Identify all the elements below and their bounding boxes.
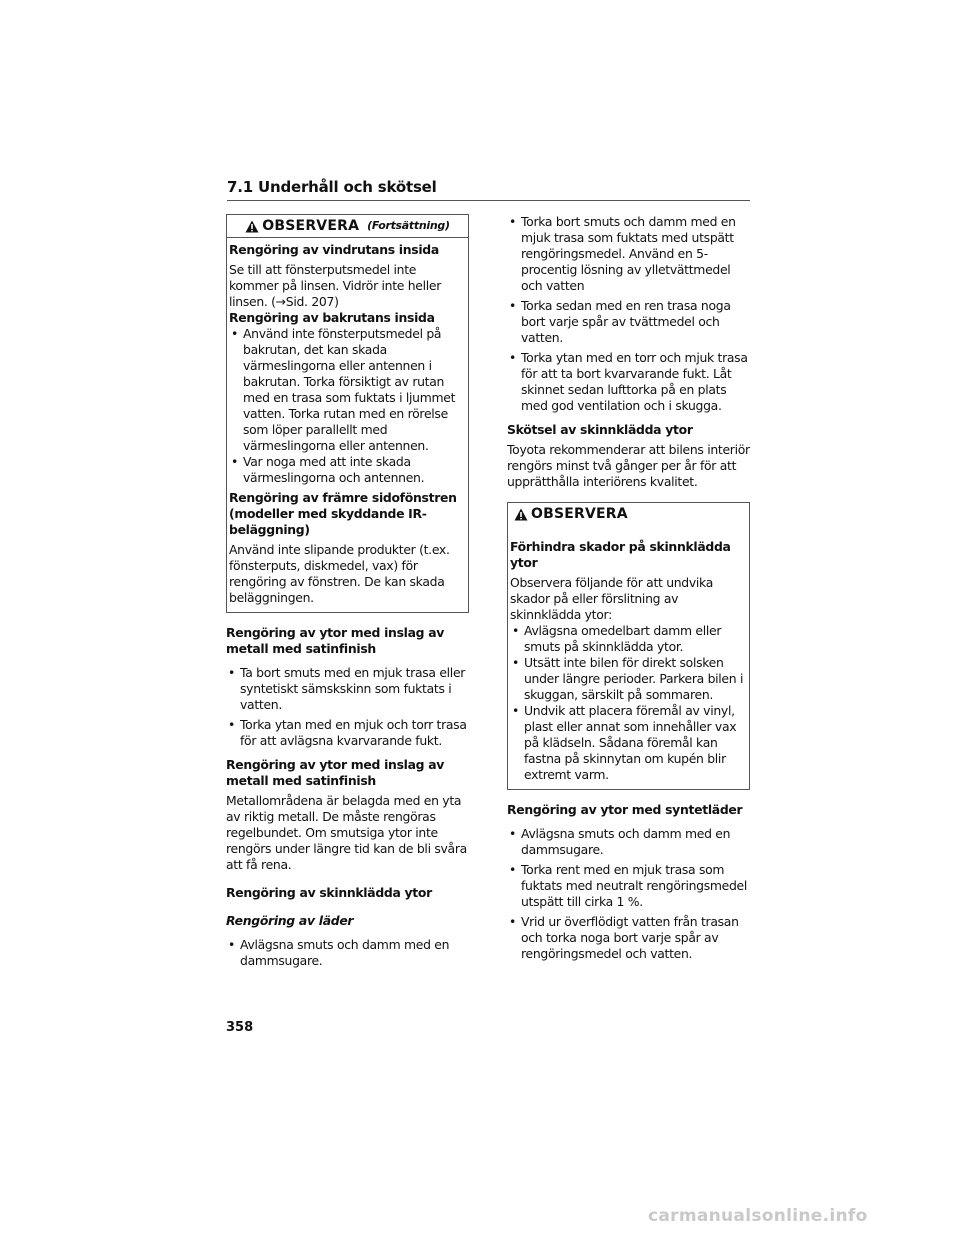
subheading-leather-cleaning: Rengöring av läder bbox=[226, 913, 354, 928]
caution-box bbox=[507, 502, 750, 790]
list-item: • Vrid ur överflödigt vatten från trasan och torka noga bort varje spår av rengöringsmedel och vatten. bbox=[507, 914, 750, 962]
page-number: 358 bbox=[226, 1020, 254, 1035]
heading-satin-metal-2: Rengöring av ytor med inslag av metall med satinfinish bbox=[226, 757, 445, 788]
warning-triangle-icon bbox=[245, 220, 259, 233]
list-item: • Avlägsna smuts och damm med en dammsugare. bbox=[226, 937, 469, 969]
heading-leather-surfaces: Rengöring av skinnklädda ytor bbox=[226, 885, 432, 900]
list-item: • Torka ytan med en torr och mjuk trasa för att ta bort kvarvarande fukt. Låt skinnet sedan lufttorka på en plats med god ventilation och i skugga. bbox=[507, 350, 750, 414]
list-item: • Undvik att placera föremål av vinyl, plast eller annat som innehåller vax på klädseln. Sådana föremål kan fastna på skinnytan om kupén blir extremt varm. bbox=[510, 703, 747, 783]
list-item: • Avlägsna smuts och damm med en dammsugare. bbox=[507, 826, 750, 858]
caution-box-header bbox=[227, 215, 468, 238]
caution-box-continued bbox=[226, 214, 469, 613]
continued-label: (Fortsättning) bbox=[367, 219, 450, 232]
heading-leather-care: Skötsel av skinnklädda ytor bbox=[507, 422, 693, 437]
list-item: • Torka rent med en mjuk trasa som fuktats med neutralt rengöringsmedel utspätt till cirka 1 %. bbox=[507, 862, 750, 910]
caution-box-header bbox=[508, 503, 749, 525]
paragraph-leather-care: Toyota rekommenderar att bilens interiör rengörs minst två gånger per år för att upprätthålla interiörens kvalitet. bbox=[507, 442, 750, 489]
list-item: • Torka ytan med en mjuk och torr trasa för att avlägsna kvarvarande fukt. bbox=[226, 717, 469, 749]
box-heading-windshield: Rengöring av vindrutans insida bbox=[229, 242, 439, 257]
list-item: • Var noga med att inte skada värmeslingorna och antennen. bbox=[229, 454, 466, 486]
list-item: • Ta bort smuts med en mjuk trasa eller syntetiskt sämskskinn som fuktats i vatten. bbox=[226, 665, 469, 713]
list-item: • Avlägsna omedelbart damm eller smuts på skinnklädda ytor. bbox=[510, 623, 747, 655]
box-paragraph-prevent-damage: Observera följande för att undvika skador på eller förslitning av skinnklädda ytor: bbox=[510, 575, 713, 622]
section-header: 7.1 Underhåll och skötsel bbox=[227, 178, 750, 201]
caution-title: OBSERVERA bbox=[262, 218, 360, 234]
list-item: • Utsätt inte bilen för direkt solsken under längre perioder. Parkera bilen i skuggan, särskilt på sommaren. bbox=[510, 655, 747, 703]
list-item: • Använd inte fönsterputsmedel på bakrutan, det kan skada värmeslingorna eller antennen i bakrutan. Torka försiktigt av rutan med en trasa som fuktats i ljummet vatten. Torka rutan med en rörelse som löper parallellt med värmeslingorna eller antennen. bbox=[229, 326, 466, 454]
watermark: carmanualsonline.info bbox=[648, 1206, 868, 1226]
left-column bbox=[226, 214, 469, 969]
caution-title: OBSERVERA bbox=[531, 506, 628, 522]
box-paragraph-windshield: Se till att fönsterputsmedel inte kommer på linsen. Vidrör inte heller linsen. (→Sid. 207) bbox=[229, 262, 441, 309]
heading-synthetic-leather: Rengöring av ytor med syntetläder bbox=[507, 802, 743, 817]
box-heading-rear-window: Rengöring av bakrutans insida bbox=[229, 310, 435, 325]
warning-triangle-icon bbox=[514, 508, 528, 521]
list-item: • Torka sedan med en ren trasa noga bort varje spår av tvättmedel och vatten. bbox=[507, 298, 750, 346]
paragraph-metal: Metallområdena är belagda med en yta av riktig metall. De måste rengöras regelbundet. Om smutsiga ytor inte rengörs under längre tid kan de bli svåra att få rena. bbox=[226, 793, 467, 872]
right-column bbox=[507, 214, 750, 962]
box-heading-prevent-damage: Förhindra skador på skinnklädda ytor bbox=[510, 539, 731, 570]
heading-satin-metal: Rengöring av ytor med inslag av metall med satinfinish bbox=[226, 625, 445, 656]
list-item: • Torka bort smuts och damm med en mjuk trasa som fuktats med utspätt rengöringsmedel. Använd en 5-procentig lösning av ylletvättmedel och vatten bbox=[507, 214, 750, 294]
box-paragraph-side-windows: Använd inte slipande produkter (t.ex. fönsterputs, diskmedel, vax) för rengöring av fönstren. De kan skada beläggningen. bbox=[229, 542, 450, 605]
box-heading-side-windows: Rengöring av främre sidofönstren (modeller med skyddande IR-beläggning) bbox=[229, 490, 457, 537]
